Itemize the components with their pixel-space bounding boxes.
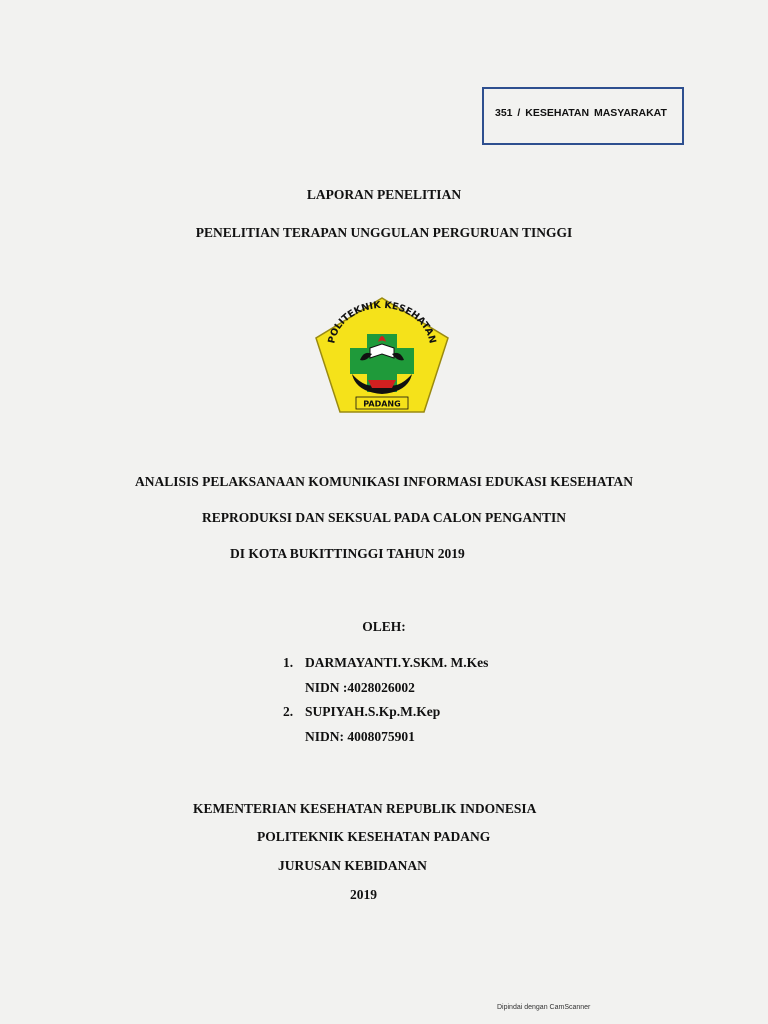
- logo-bottom-text: PADANG: [363, 399, 401, 409]
- report-type: LAPORAN PENELITIAN: [306, 187, 462, 202]
- subject-code-text: 351 / KESEHATAN MASYARAKAT: [495, 107, 667, 119]
- author-1-number: 1.: [283, 655, 294, 670]
- title-line-2: REPRODUKSI DAN SEKSUAL PADA CALON PENGANTIN: [202, 510, 566, 525]
- author-1-name: DARMAYANTI.Y.SKM. M.Kes: [305, 655, 489, 670]
- institution-ministry: KEMENTERIAN KESEHATAN REPUBLIK INDONESIA: [193, 801, 537, 816]
- author-1-nidn: NIDN :4028026002: [305, 680, 415, 695]
- title-line-1: ANALISIS PELAKSANAAN KOMUNIKASI INFORMASI EDUKASI KESEHATAN: [135, 474, 633, 489]
- poltekkes-padang-logo: [312, 296, 452, 414]
- author-2-number: 2.: [283, 704, 294, 719]
- authors-heading: OLEH:: [362, 619, 406, 634]
- subject-code-box: [482, 87, 684, 145]
- logo-arc-text: POLITEKNIK KESEHATAN: [326, 299, 438, 345]
- institution-department: JURUSAN KEBIDANAN: [278, 858, 427, 873]
- institution-year: 2019: [350, 887, 377, 902]
- scanner-watermark: Dipindai dengan CamScanner: [497, 1004, 591, 1011]
- author-2-name: SUPIYAH.S.Kp.M.Kep: [305, 704, 441, 719]
- title-line-3: DI KOTA BUKITTINGGI TAHUN 2019: [230, 546, 465, 561]
- author-2-nidn: NIDN: 4008075901: [305, 729, 415, 744]
- research-scheme: PENELITIAN TERAPAN UNGGULAN PERGURUAN TINGGI: [195, 225, 573, 240]
- institution-polytechnic: POLITEKNIK KESEHATAN PADANG: [257, 829, 491, 844]
